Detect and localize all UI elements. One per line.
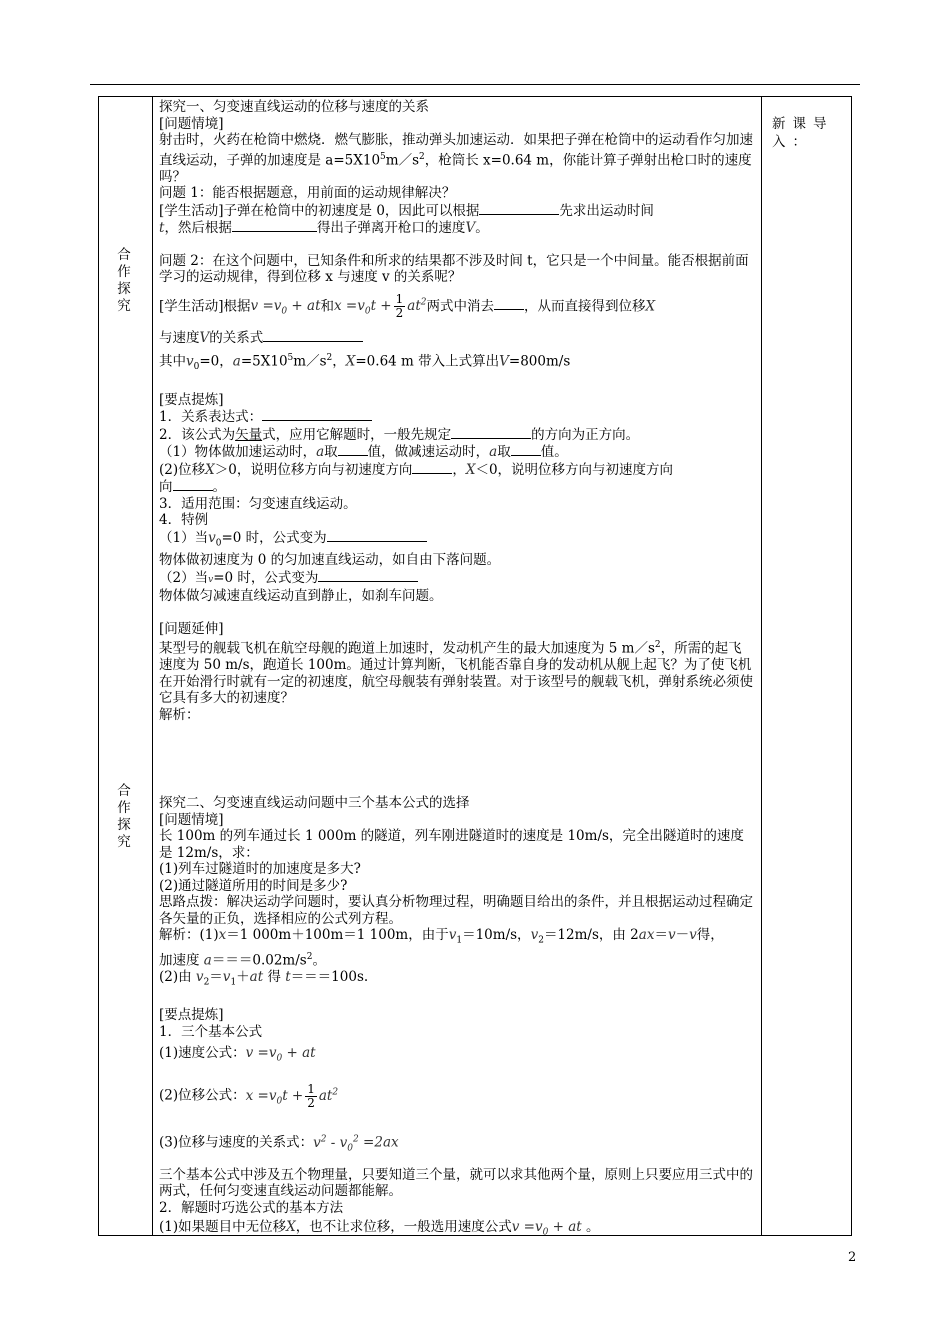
- section2-solution-1: 解析：(1)x＝1 000m＋100m＝1 100m，由于$v_1=10m/s$，$v_2=12m/s$，由 2ax＝v－v得，: [159, 927, 724, 946]
- section2-situation-heading: [问题情境]: [159, 811, 224, 828]
- section2-formula-velocity-displacement: (3)位移与速度的关系式：$v^2 - v_0^2 =2ax$: [159, 1134, 399, 1154]
- section1-activity-2-cont: 与速度V的关系式: [159, 329, 755, 347]
- section2-summary: 三个基本公式中涉及五个物理量，只要知道三个量，就可以求其他两个量，原则上只要应用三式中的两式，任何匀变速直线运动问题都能解。: [159, 1166, 753, 1199]
- section1-key-4-2-note: 物体做匀减速直线运动直到静止，如刹车问题。: [159, 588, 443, 605]
- section2-solution-2: (2)由 $v_2=v_1+at$ 得 t＝＝＝100s.: [159, 969, 369, 988]
- section1-key-4: 4．特例: [159, 512, 209, 529]
- section1-title: 探究一、匀变速直线运动的位移与速度的关系: [159, 99, 429, 115]
- section1-extension-answer: 解析：: [159, 706, 200, 723]
- section1-key-heading: [要点提炼]: [159, 391, 224, 408]
- section1-extension-heading: [问题延伸]: [159, 620, 224, 637]
- section1-substitution: 其中$v_0=0$，$a=5X10^5m/s^2$，X=0.64 m 带入上式算出V=800m/s: [159, 353, 571, 373]
- section2-question-2: (2)通过隧道所用的时间是多少?: [159, 877, 348, 894]
- section2-formula-displacement: (2)位移公式：$x =v_0t$ + $\frac{1}{2}$ $at^2$: [159, 1081, 339, 1110]
- section1-key-2: 2．该公式为矢量式，应用它解题时，一般先规定 的方向为正方向。: [159, 426, 640, 443]
- section2-situation-text: 长 100m 的列车通过长 1 000m 的隧道，列车刚进隧道时的速度是 10m/s，完全出隧道时的速度是 12m/s，求：: [159, 828, 744, 861]
- section2-key-1: 1．三个基本公式: [159, 1023, 263, 1040]
- section2-key-heading: [要点提炼]: [159, 1007, 224, 1024]
- section1-key-4-1-note: 物体做初速度为 0 的匀加速直线运动，如自由下落问题。: [159, 552, 501, 569]
- section2-key-2-1: (1)如果题目中无位移X，也不让求位移，一般选用速度公式$v =v_0$ + at 。: [159, 1219, 600, 1238]
- lesson-table: [98, 96, 852, 1236]
- section2-formula-velocity: (1)速度公式：$v =v_0$ + at: [159, 1045, 316, 1065]
- section1-key-4-1: （1）当$v_0=0$ 时，公式变为: [159, 529, 755, 552]
- section2-solution-1-cont: 加速度 $a===0.02m/s^2$。: [159, 952, 326, 969]
- new-lesson-intro: 新课导入：: [772, 116, 834, 150]
- section1-activity-1-cont: t，然后根据 得出子弹离开枪口的速度V。: [159, 220, 489, 236]
- section2-hint: 思路点拨：解决运动学问题时，要认真分析物理过程，明确题目给出的条件，并且根据运动过程确定各矢量的正负，选择相应的公式列方程。: [159, 894, 753, 927]
- section2-key-2: 2．解题时巧选公式的基本方法: [159, 1199, 344, 1216]
- right-column: [761, 97, 851, 1235]
- header-rule: [90, 84, 860, 85]
- section1-question-1: 问题 1：能否根据题意，用前面的运动规律解决？: [159, 185, 456, 201]
- section-label-1: 合 作 探 究: [117, 247, 131, 314]
- section1-situation-heading: [问题情境]: [159, 115, 224, 132]
- section1-activity-1: [学生活动]子弹在枪筒中的初速度是 0，因此可以根据 先求出运动时间: [159, 202, 654, 219]
- section1-situation-text: 射击时，火药在枪筒中燃烧．燃气膨胀，推动弹头加速运动．如果把子弹在枪筒中的运动看作匀加速直线运动，子弹的加速度是 $a=5X10^5m/s^2$，枪筒长 x=0.64 m，你能计算子弹射出枪口时的速度吗？: [159, 132, 753, 185]
- page-number: 2: [848, 1250, 857, 1265]
- section1-key-2-1: （1）物体做加速运动时，a取 值，做减速运动时，a取 值。: [159, 444, 568, 461]
- fraction-one-half-2: $\frac{1}{2}$: [307, 1081, 315, 1110]
- section-label-2: 合 作 探 究: [117, 783, 131, 850]
- main-content: [159, 99, 755, 1244]
- left-column: [99, 97, 153, 1235]
- section1-activity-2: [学生活动]根据$v =v_0$ + at和$x =v_0t$ + $\frac{1}{2}$ $at^2$两式中消去 ，从而直接得到位移X: [159, 292, 656, 320]
- section2-title: 探究二、匀变速直线运动问题中三个基本公式的选择: [159, 795, 470, 812]
- section1-key-2-2: (2)位移X＞0，说明位移方向与初速度方向 ，X＜0，说明位移方向与初速度方向: [159, 461, 674, 478]
- fraction-one-half: $\frac{1}{2}$: [395, 292, 404, 320]
- section1-key-3: 3．适用范围：匀变速直线运动。: [159, 495, 357, 512]
- section1-question-2: 问题 2：在这个问题中，已知条件和所求的结果都不涉及时间 t，它只是一个中间量。能否根据前面学习的运动规律，得到位移 x 与速度 v 的关系呢？: [159, 252, 749, 285]
- section1-key-1: 1．关系表达式：: [159, 408, 755, 426]
- section1-key-4-2: （2）当v=0 时，公式变为: [159, 569, 755, 589]
- section1-extension-text: 某型号的舰载飞机在航空母舰的跑道上加速时，发动机产生的最大加速度为 5 $m/s^2$，所需的起飞速度为 50 m/s，跑道长 100m。通过计算判断，飞机能否靠自身的发动机从舰上起飞？为了使飞机在开始滑行时就有一定的初速度，航空母舰装有弹射装置。对于该型号的舰载飞机，弹射系统必须使它具有多大的初速度？: [159, 640, 753, 707]
- section2-question-1: (1)列车过隧道时的加速度是多大?: [159, 861, 361, 878]
- section1-key-2-2-cont: 向 。: [159, 479, 226, 496]
